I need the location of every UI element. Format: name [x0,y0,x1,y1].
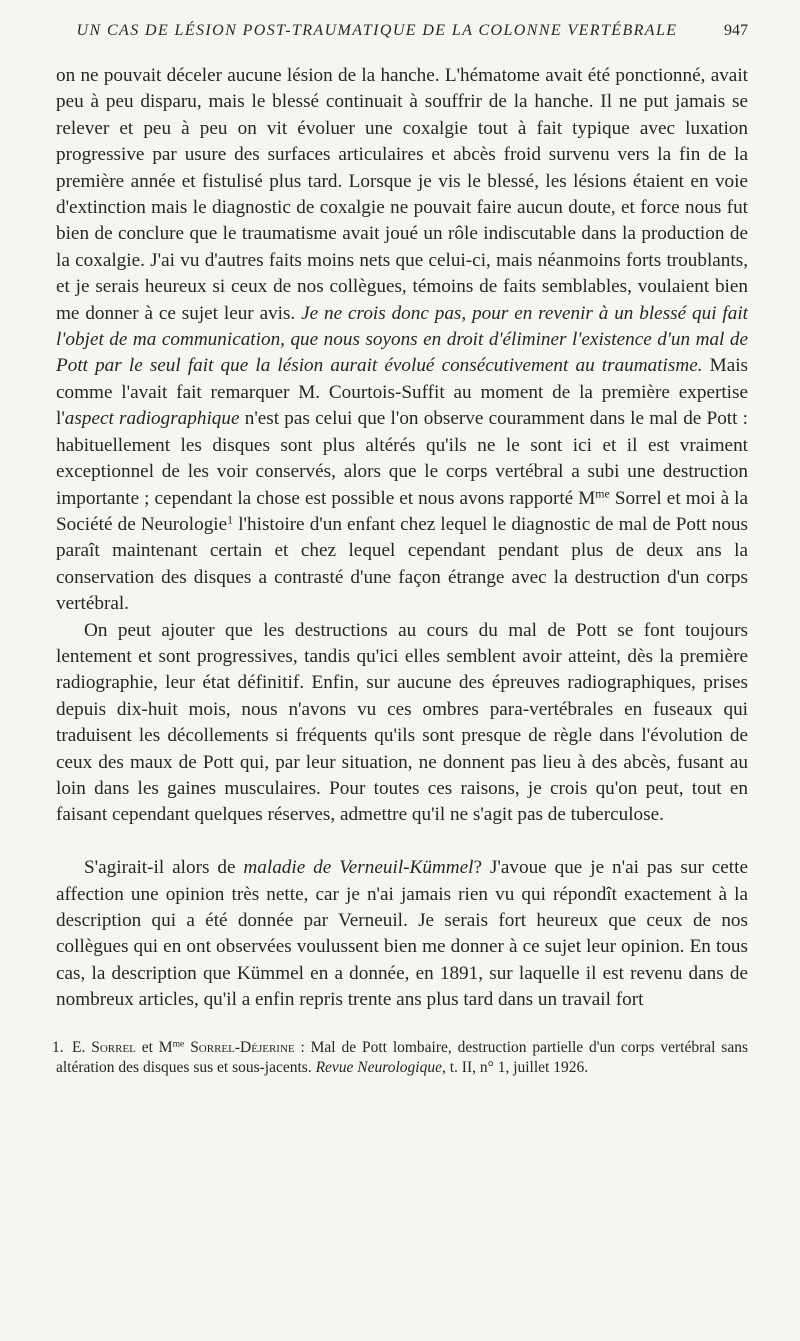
journal-title: Revue Neurologique [315,1059,442,1077]
text-run: ? J'avoue que je n'ai pas sur cette affection une opinion très nette, car je n'ai jamais rien vu qui répondît exactement à la description qui a été donnée par Verneuil. Je serais fort heureux que ceux de nos collègues qui en ont observées voulussent bien me donner à ce sujet leur opinion. En tous cas, la description que Kümmel en a donnée, en 1891, sur laquelle il est revenu dans de nombreux articles, qu'il a enfin repris trente ans plus tard dans un travail fort [56,857,748,1011]
italic-run: Je ne crois donc pas, pour en revenir à un blessé qui fait l'objet de ma communication, que nous soyons en droit d'éliminer l'existence d'un mal de Pott par le seul fait que la lésion aurait évolué consécutivement au traumatisme. [56,302,749,377]
text-run: on ne pouvait déceler aucune lésion de la hanche. L'hématome avait été ponctionné, avait peu à peu disparu, mais le blessé continuait à souffrir de la hanche. Il ne put jamais se relever et peu à peu on vit évoluer une coxalgie tout à fait typique avec luxation progressive par usure des surfaces articulaires et abcès froid survenu vers la fin de la première année et fistulisé plus tard. Lorsque je vis le blessé, les lésions étaient en voie d'extinction mais le diagnostic de coxalgie ne pouvait faire aucun doute, et force nous fut bien de conclure que le traumatisme avait joué un rôle indiscutable dans la production de la coxalgie. J'ai vu d'autres faits moins nets que celui-ci, mais néanmoins forts troublants, et je serais heureux si ceux de nos collègues, témoins de faits semblables, voulaient bien me donner à ce sujet leur avis. [56,65,748,324]
page-number: 947 [724,22,748,39]
italic-run: aspect radiographique [64,408,240,430]
superscript-mme: me [595,485,610,500]
running-head [56,22,748,46]
paragraph-2: On peut ajouter que les destructions au cours du mal de Pott se font toujours lentement et sont progressives, tandis qu'ici elles semblent avoir atteint, dès la première radiographie, leur état définitif. Enfin, sur aucune des épreuves radiographiques, prises depuis dix-huit mois, nous n'avons vu ces ombres para-vertébrales en fuseaux qui traduisent les décollements si fréquents qu'ils sont presque de règle dans l'évolution de ceux des maux de Pott qui, par leur situation, ne donnent pas lieu à des abcès, fusant au loin dans les gaines musculaires. Pour toutes ces raisons, je crois qu'on peut, tout en faisant cependant quelques réserves, admettre qu'il ne s'agit pas de tuberculose. [56,619,748,826]
footnote [52,1038,748,1079]
author-name: E. Sorrel [72,1038,136,1056]
text-run: n'est pas celui que l'on observe couramment dans le mal de Pott : habituellement les disques sont plus altérés qu'ils ne le sont ici et il est vraiment exceptionnel de les voir conservés, alors que le corps vertébral a subi une destruction importante ; cependant la chose est possible et nous avons rapporté M [56,408,748,509]
text-run: l'histoire d'un enfant chez lequel le diagnostic de mal de Pott nous paraît maintenant certain et chez lequel cependant pendant plus de deux ans la conservation des disques a contrasté d'une façon étrange avec la destruction d'un corps vertébral. [56,513,748,615]
footnote-reference[interactable]: 1 [227,512,234,527]
footnote-spacer [56,1014,748,1038]
italic-run: maladie de Verneuil-Kümmel [243,857,474,879]
running-title: UN CAS DE LÉSION POST-TRAUMATIQUE DE LA COLONNE VERTÉBRALE [76,22,678,39]
paragraph-1 [56,63,748,618]
text-run: et M [135,1038,173,1056]
text-run: Mais comme l'avait fait remarquer M. Courtois-Suffit au moment de la première expertise l' [56,355,749,430]
superscript-mme: me [172,1038,185,1050]
text-run: : Mal de Pott lombaire, destruction partielle d'un corps vertébral sans altération des disques sus et sous-jacents. [56,1038,748,1077]
body-text [52,63,749,1079]
paragraph-3 [56,855,748,1013]
text-run: , t. II, n° 1, juillet 1926. [441,1059,589,1077]
author-name: Sorrel-Déjerine [184,1038,295,1056]
text-run: Sorrel et moi à la Société de Neurologie [56,487,748,535]
footnote-number: 1. [52,1038,64,1056]
text-run: S'agirait-il alors de [84,857,244,879]
